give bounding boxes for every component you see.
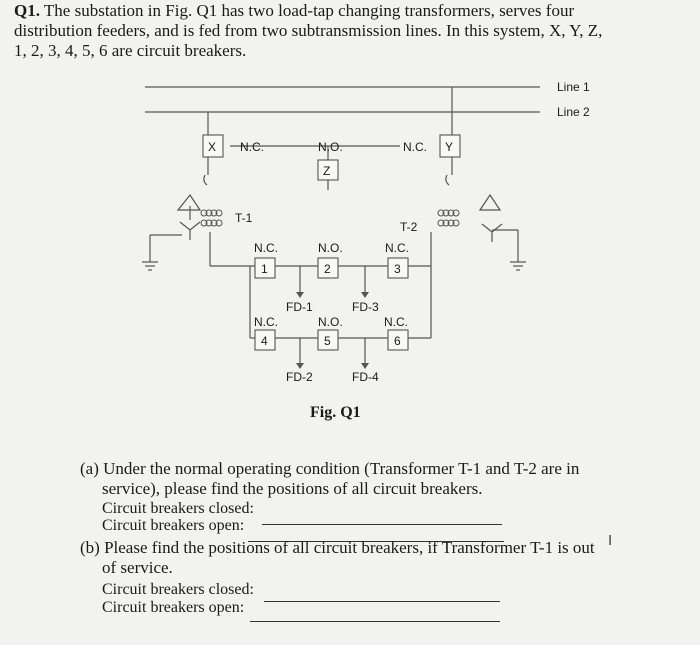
breaker-y-state: N.C. — [403, 140, 427, 154]
breaker-6-id: 6 — [394, 334, 401, 348]
breaker-x-id: X — [208, 140, 217, 154]
question-line-2: distribution feeders, and is fed from two subtransmission lines. In this system, X, Y, Z, — [14, 21, 603, 40]
figure-caption: Fig. Q1 — [310, 404, 361, 421]
part-b-closed-answer-line[interactable] — [264, 601, 500, 602]
transformer-t2-icon — [438, 210, 459, 226]
breaker-z-id: Z — [323, 164, 331, 178]
delta-left-symbol — [178, 195, 200, 210]
breaker-1-state: N.C. — [254, 241, 278, 255]
part-a-line-2: service), please find the positions of all circuit breakers. — [102, 479, 483, 498]
part-b-open-label: Circuit breakers open: — [102, 599, 245, 616]
part-b-line-1: (b) Please find the positions of all circuit breakers, if Transformer T-1 is out — [80, 538, 595, 557]
breaker-3-state: N.C. — [385, 241, 409, 255]
breaker-y-id: Y — [445, 140, 454, 154]
breaker-2-id: 2 — [324, 262, 331, 276]
question-line-1-text: The substation in Fig. Q1 has two load-tap changing transformers, serves four — [39, 1, 575, 20]
fd3-arrow-icon — [361, 292, 369, 298]
breaker-5-id: 5 — [324, 334, 331, 348]
wye-left-symbol — [180, 222, 200, 240]
line-2-label: Line 2 — [557, 105, 590, 119]
breaker-4-id: 4 — [261, 334, 268, 348]
question-line-3: 1, 2, 3, 4, 5, 6 are circuit breakers. — [14, 41, 247, 60]
question-number: Q1. — [14, 1, 40, 20]
wye-right-symbol — [482, 224, 502, 242]
breaker-1-id: 1 — [261, 262, 268, 276]
transformer-t2-label: T-2 — [400, 220, 418, 234]
part-a-open-label: Circuit breakers open: — [102, 517, 245, 534]
breaker-3-id: 3 — [394, 262, 401, 276]
breaker-5-state: N.O. — [318, 315, 343, 329]
text-cursor-icon: I — [608, 532, 613, 549]
transformer-t1-label: T-1 — [235, 211, 253, 225]
breaker-2-state: N.O. — [318, 241, 343, 255]
part-a-closed-answer-line[interactable] — [262, 524, 502, 525]
line-1-label: Line 1 — [557, 80, 590, 94]
breaker-4-state: N.C. — [254, 315, 278, 329]
fd4-arrow-icon — [361, 363, 369, 369]
part-a-closed-label: Circuit breakers closed: — [102, 500, 254, 517]
part-b-line-2: of service. — [102, 558, 173, 577]
feeder-fd2-label: FD-2 — [286, 370, 313, 384]
part-a-line-1: (a) Under the normal operating condition (Transformer T-1 and T-2 are in — [80, 459, 580, 478]
feeder-fd1-label: FD-1 — [286, 300, 313, 314]
fd2-arrow-icon — [296, 363, 304, 369]
part-b-open-answer-line[interactable] — [250, 621, 500, 622]
delta-right-symbol — [480, 195, 500, 210]
part-b-closed-label: Circuit breakers closed: — [102, 581, 254, 598]
fd1-arrow-icon — [296, 292, 304, 298]
breaker-z-state: N.O. — [318, 140, 343, 154]
breaker-6-state: N.C. — [384, 315, 408, 329]
feeder-fd4-label: FD-4 — [352, 370, 379, 384]
transformer-t1-icon — [201, 210, 222, 226]
feeder-fd3-label: FD-3 — [352, 300, 379, 314]
breaker-x-state: N.C. — [240, 140, 264, 154]
